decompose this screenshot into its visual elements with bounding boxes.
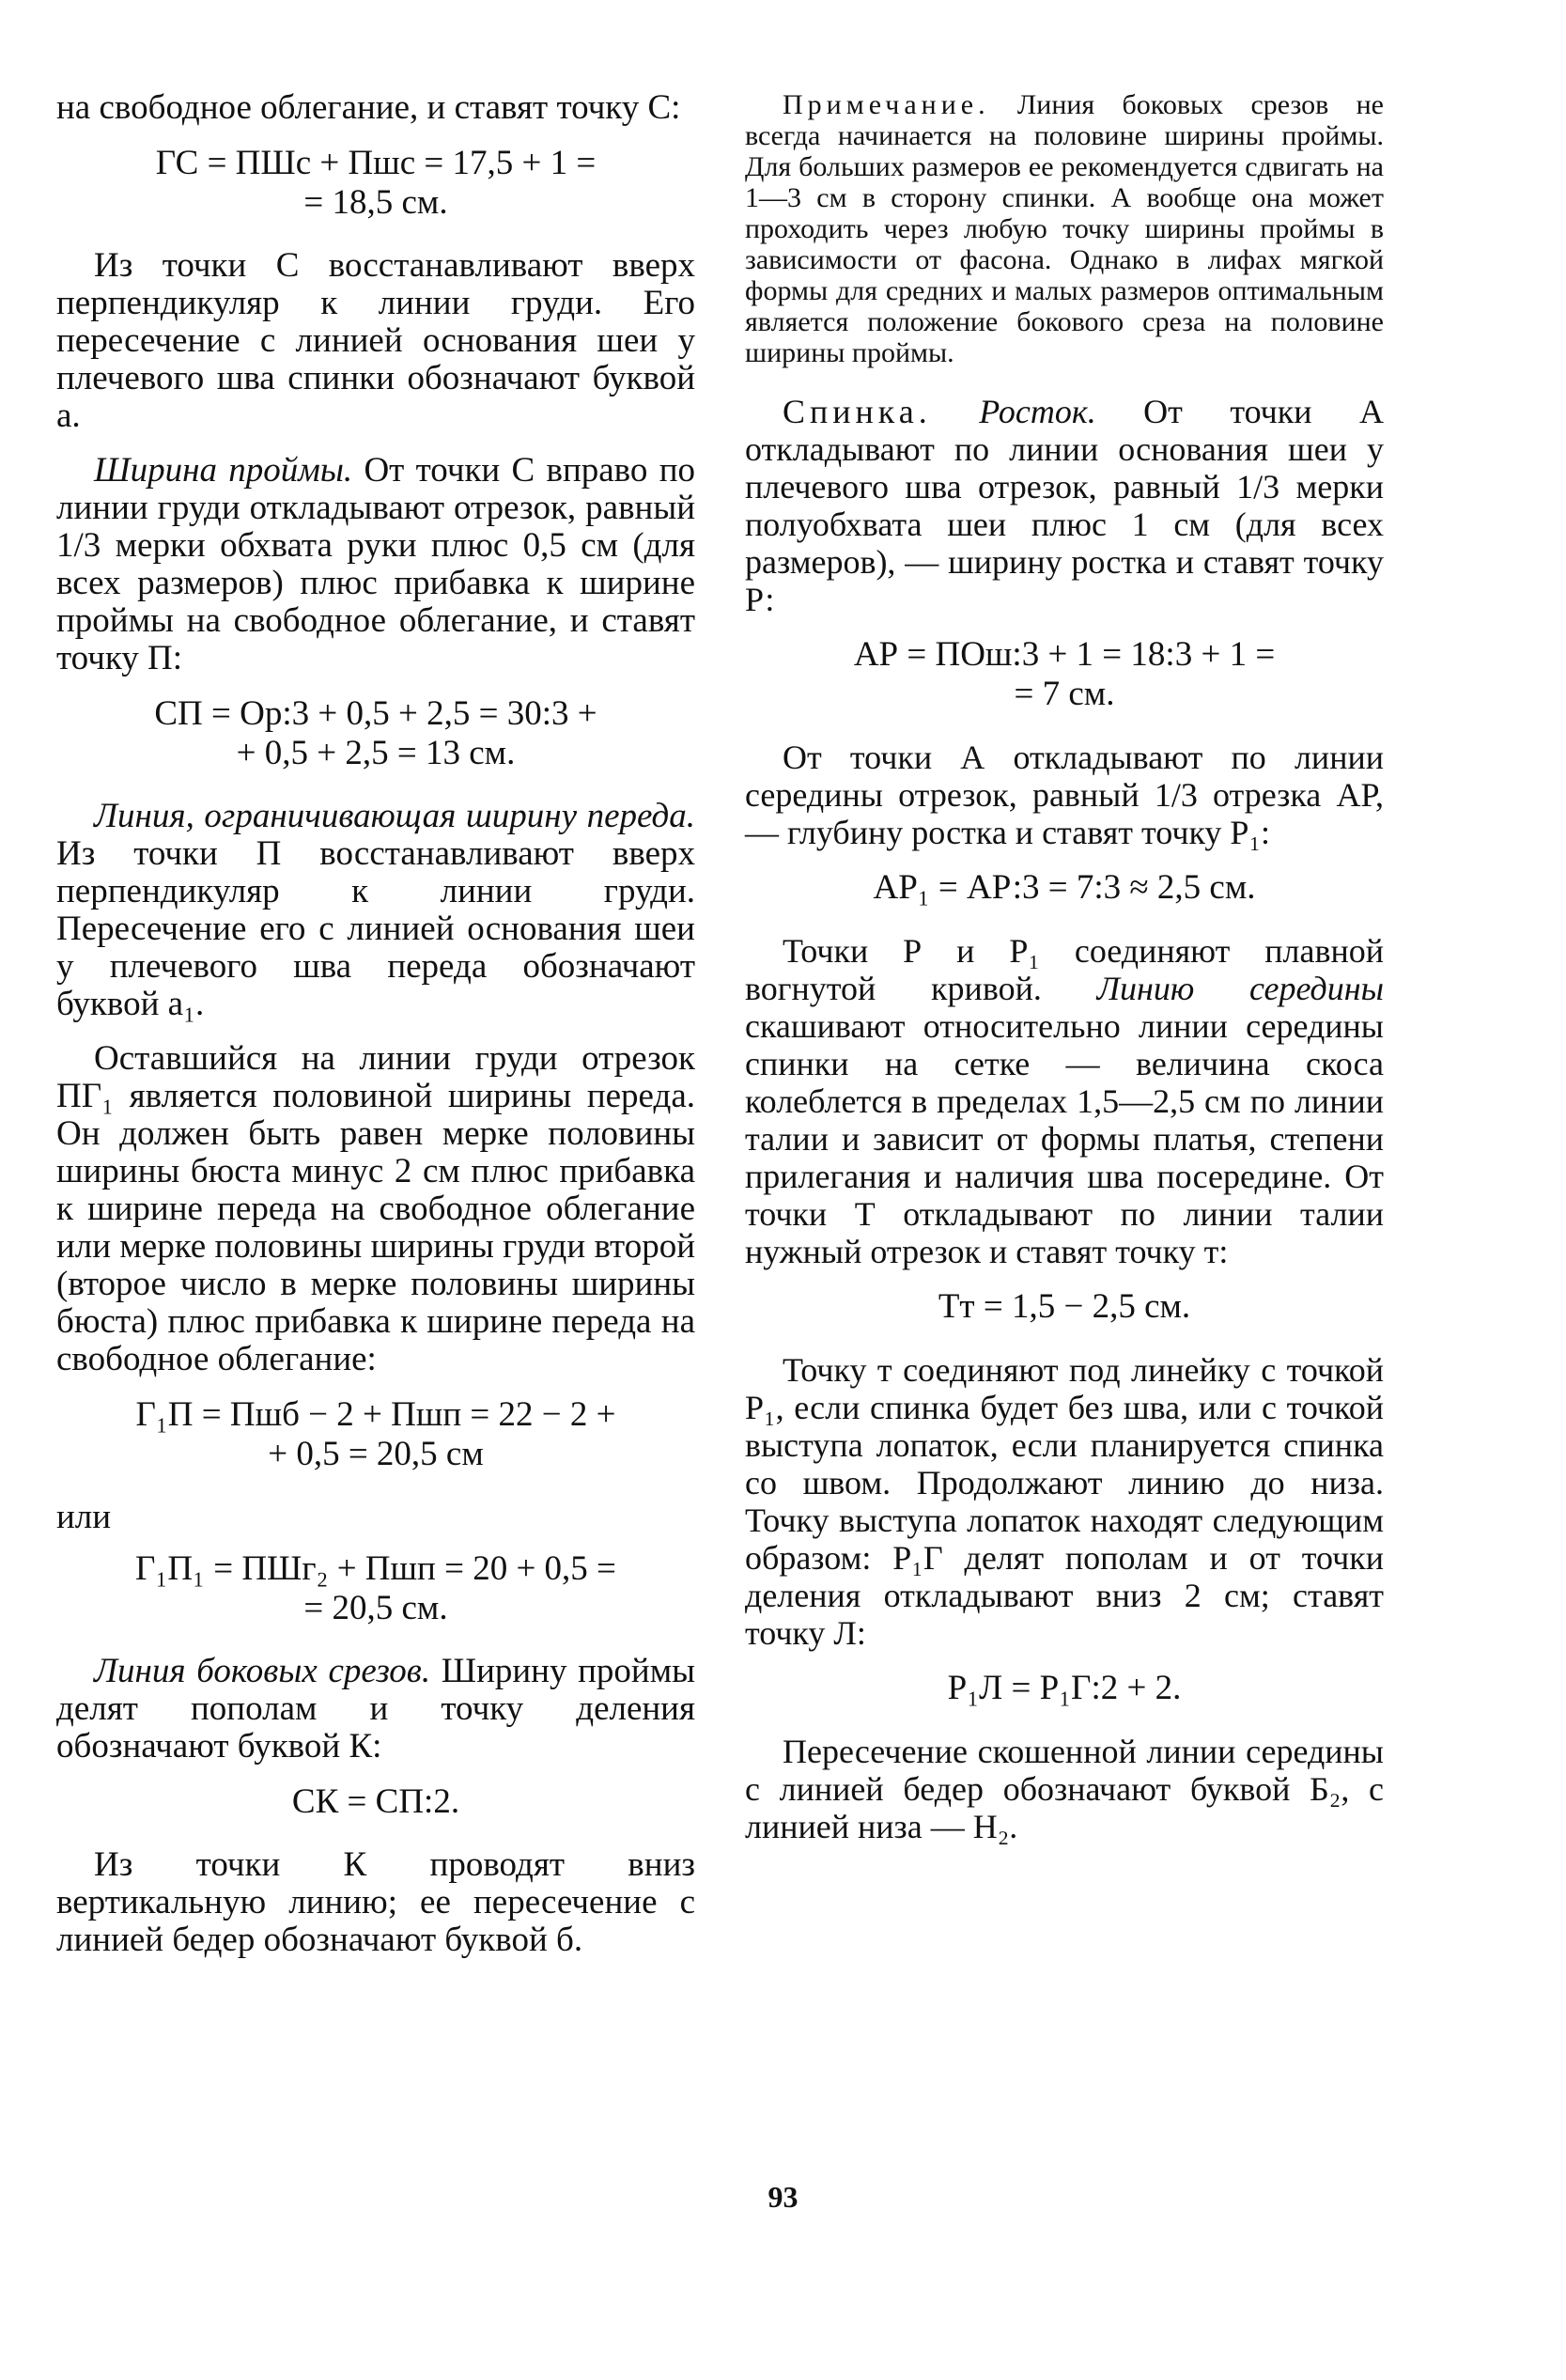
formula: ГС = ПШс + Пшс = 17,5 + 1 = = 18,5 см. — [155, 144, 597, 222]
paragraph: Из точки К проводят вниз вертикальную линию; ее пересечение с линией бедер обозначают буквой б. — [56, 1845, 695, 1959]
section-title: Линия, ограничивающая ширину переда. — [94, 797, 695, 835]
paragraph: Точки Р и Р₁ соединяют плавной вогнутой кривой. Линию середины скашивают относительно линии середины спинки на сетке — величина скоса колеблется в пределах 1,5—2,5 см по линии талии и зависит от формы платья, степени прилегания и наличия шва посередине. От точки Т откладывают по линии талии нужный отрезок и ставят точку т: — [745, 932, 1384, 1270]
formula: АР₁ = АР:3 = 7:3 ≈ 2,5 см. — [873, 868, 1256, 907]
left-column — [56, 89, 695, 1976]
section-title: Спинка. — [783, 393, 932, 430]
formula: СК = СП:2. — [291, 1782, 460, 1821]
formula: СП = Ор:3 + 0,5 + 2,5 = 30:3 + + 0,5 + 2,5 = 13 см. — [154, 694, 597, 772]
note-title: Примечание. — [783, 89, 990, 120]
formula: АР = ПОш:3 + 1 = 18:3 + 1 = = 7 см. — [853, 635, 1276, 713]
paragraph: Точку т соединяют под линейку с точкой Р₁, если спинка будет без шва, или с точкой выступа лопаток, если планируется спинка со швом. Продолжают линию до низа. Точку выступа лопаток находят следующим образом: Р₁Г делят пополам и от точки деления откладывают вниз 2 см; ставят точку Л: — [745, 1351, 1384, 1652]
paragraph: на свободное облегание, и ставят точку С: — [56, 88, 681, 127]
term: Линию середины — [1096, 970, 1384, 1007]
right-column — [745, 89, 1384, 1862]
paragraph: Ширина проймы. От точки С вправо по линии груди откладывают отрезок, равный 1/3 мерки обхвата руки плюс 0,5 см (для всех размеров) плюс прибавка к ширине проймы на свободное облегание, и ставят точку П: — [56, 451, 695, 677]
connector-word: или — [56, 1498, 112, 1536]
subsection-title: Росток. — [931, 393, 1096, 430]
paragraph: Из точки С восстанавливают вверх перпендикуляр к линии груди. Его пересечение с линией основания шеи у плечевого шва спинки обозначают буквой а. — [56, 246, 695, 435]
section-title: Ширина проймы. — [94, 451, 353, 490]
paragraph: От точки А откладывают по линии середины отрезок, равный 1/3 отрезка АР, — глубину ростка и ставят точку Р₁: — [745, 739, 1384, 851]
paragraph: Оставшийся на линии груди отрезок ПГ₁ является половиной ширины переда. Он должен быть равен мерке половины ширины бюста минус 2 см плюс прибавка к ширине переда на свободное облегание или мерке половины ширины груди второй (второе число в мерке половины ширины бюста) плюс прибавка к ширине переда на свободное облегание: — [56, 1039, 695, 1378]
paragraph: Линия, ограничивающая ширину переда. Из точки П восстанавливают вверх перпендикуляр к линии груди. Пересечение его с линией основания шеи у плечевого шва переда обозначают буквой а₁. — [56, 797, 695, 1023]
formula: Тт = 1,5 − 2,5 см. — [938, 1287, 1191, 1326]
paragraph: Линия боковых срезов. Ширину проймы делят пополам и точку деления обозначают буквой К: — [56, 1652, 695, 1766]
formula: Г₁П = Пшб − 2 + Пшп = 22 − 2 + + 0,5 = 20,5 см — [135, 1395, 616, 1473]
section-title: Линия боковых срезов. — [94, 1652, 431, 1690]
paragraph: Спинка. Росток. От точки А откладывают по линии основания шеи у плечевого шва отрезок, равный 1/3 мерки полуобхвата шеи плюс 1 см (для всех размеров), — ширину ростка и ставят точку Р: — [745, 393, 1384, 618]
formula: Г₁П₁ = ПШг₂ + Пшп = 20 + 0,5 = = 20,5 см. — [135, 1549, 616, 1627]
paragraph: Пересечение скошенной линии середины с линией бедер обозначают буквой Б₂, с линией низа — Н₂. — [745, 1733, 1384, 1845]
page-number: 93 — [767, 2180, 799, 2214]
note-paragraph: Примечание. Линия боковых срезов не всегда начинается на половине ширины проймы. Для больших размеров ее рекомендуется сдвигать на 1—3 см в сторону спинки. А вообще она может проходить через любую точку ширины проймы в зависимости от фасона. Однако в лифах мягкой формы для средних и малых размеров оптимальным является положение бокового среза на половине ширины проймы. — [745, 89, 1384, 368]
formula: Р₁Л = Р₁Г:2 + 2. — [947, 1669, 1182, 1707]
